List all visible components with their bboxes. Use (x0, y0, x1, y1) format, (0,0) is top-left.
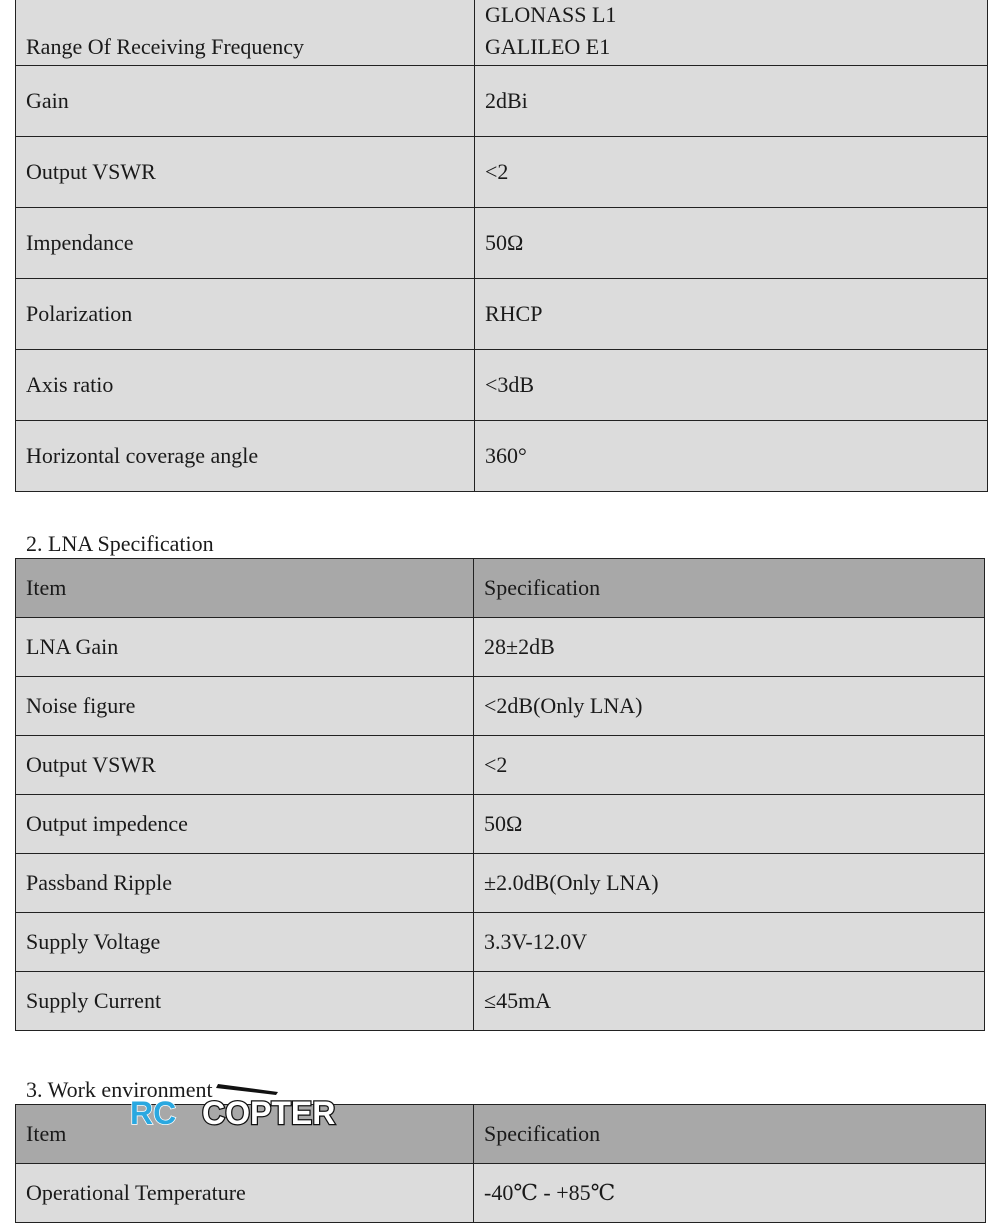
item-cell: Supply Current (16, 972, 474, 1031)
item-cell: Passband Ripple (16, 854, 474, 913)
section-heading-lna: 2. LNA Specification (26, 531, 214, 556)
table-row (16, 137, 988, 208)
spec-cell: 360° (475, 421, 988, 492)
table-row (16, 795, 985, 854)
spec-cell: ≤45mA (474, 972, 985, 1031)
table-row (16, 0, 988, 66)
rccopter-watermark-logo (128, 1080, 374, 1130)
spec-line: GLONASS L1 (485, 2, 617, 27)
spec-cell: 2dBi (475, 66, 988, 137)
item-cell: Output VSWR (16, 137, 475, 208)
table-row (16, 913, 985, 972)
table-row (16, 854, 985, 913)
item-cell: LNA Gain (16, 618, 474, 677)
item-cell: Horizontal coverage angle (16, 421, 475, 492)
rotor-blade-icon (216, 1084, 278, 1095)
table-row (16, 350, 988, 421)
spec-cell (475, 0, 988, 66)
spec-cell: <2 (474, 736, 985, 795)
watermark-copter: COPTER (202, 1095, 336, 1130)
spec-cell: -40℃ - +85℃ (474, 1164, 986, 1223)
header-spec: Specification (474, 1105, 986, 1164)
section-heading-work-environment: 3. Work environment (26, 1077, 213, 1102)
spec-cell: <2dB(Only LNA) (474, 677, 985, 736)
table-row (16, 208, 988, 279)
item-cell: Polarization (16, 279, 475, 350)
table-header-row (16, 559, 985, 618)
spec-cell: ±2.0dB(Only LNA) (474, 854, 985, 913)
header-item: Item (16, 1105, 474, 1164)
item-cell: Output VSWR (16, 736, 474, 795)
table-row (16, 1164, 986, 1223)
item-cell: Operational Temperature (16, 1164, 474, 1223)
table-row (16, 677, 985, 736)
spec-cell: RHCP (475, 279, 988, 350)
table-row (16, 421, 988, 492)
spec-cell: 3.3V-12.0V (474, 913, 985, 972)
table-row (16, 618, 985, 677)
item-cell: Axis ratio (16, 350, 475, 421)
table-row (16, 279, 988, 350)
table-row (16, 972, 985, 1031)
item-cell: Output impedence (16, 795, 474, 854)
spec-cell: 28±2dB (474, 618, 985, 677)
header-item: Item (16, 559, 474, 618)
item-cell: Gain (16, 66, 475, 137)
spec-line: GALILEO E1 (485, 34, 611, 59)
watermark-rc: RC (130, 1095, 177, 1130)
spec-cell: 50Ω (474, 795, 985, 854)
spec-cell: 50Ω (475, 208, 988, 279)
spec-cell: <2 (475, 137, 988, 208)
item-cell: Impendance (16, 208, 475, 279)
item-cell: Range Of Receiving Frequency (16, 0, 475, 66)
lna-spec-table (15, 558, 985, 1031)
item-cell: Noise figure (16, 677, 474, 736)
header-spec: Specification (474, 559, 985, 618)
item-cell: Supply Voltage (16, 913, 474, 972)
table-row (16, 66, 988, 137)
antenna-spec-table (15, 0, 988, 492)
spec-cell: <3dB (475, 350, 988, 421)
table-row (16, 736, 985, 795)
